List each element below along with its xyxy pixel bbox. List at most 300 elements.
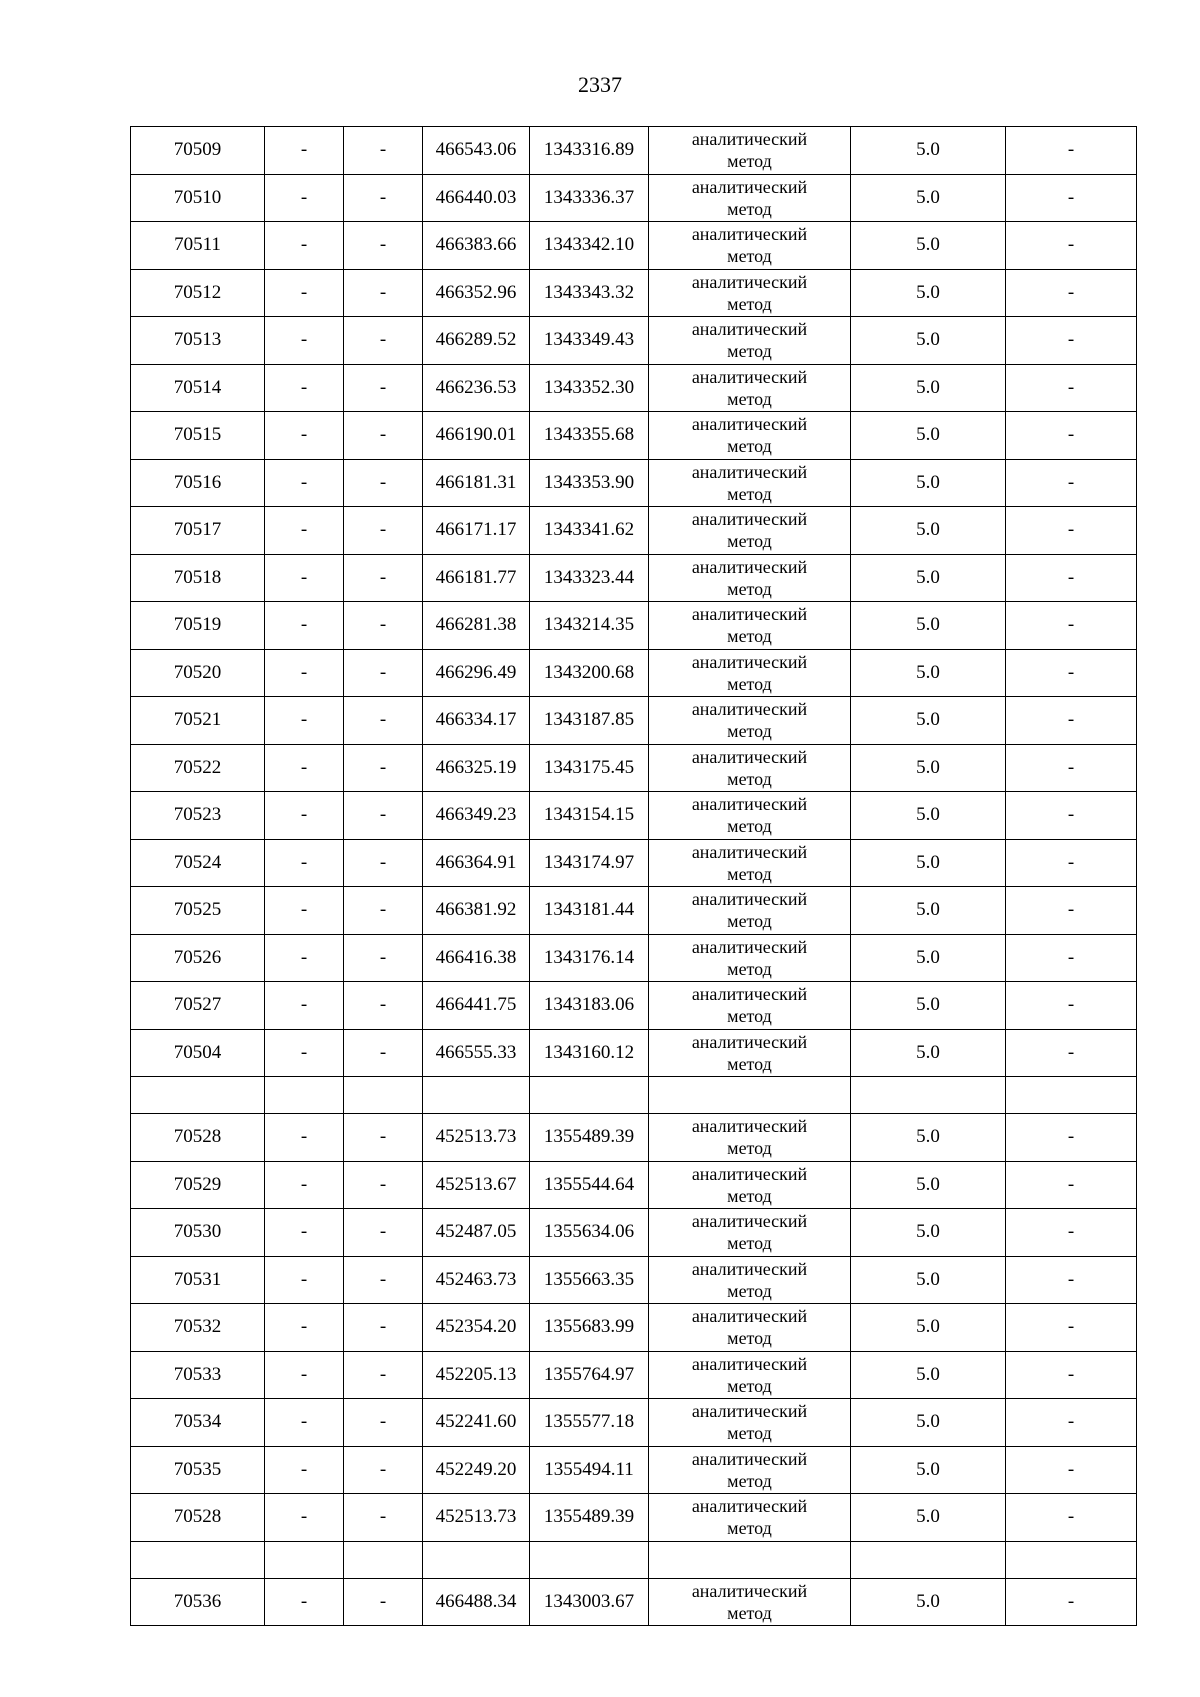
table-separator-row [131,1077,1137,1114]
table-row [131,554,1137,602]
y-coordinate-cell: 1343355.68 [530,412,649,460]
dash-cell: - [265,1209,344,1257]
table-body [131,127,1137,1626]
dash-cell: - [344,459,423,507]
method-line-1: аналитический [691,1353,808,1374]
method-cell [649,554,851,602]
y-coordinate-cell: 1355764.97 [530,1351,649,1399]
dash-cell: - [344,934,423,982]
dash-cell: - [344,412,423,460]
dash-cell: - [265,459,344,507]
dash-cell: - [265,1114,344,1162]
dash-cell: - [1006,1399,1137,1447]
dash-cell: - [265,1399,344,1447]
method-line-1: аналитический [691,1163,808,1184]
empty-cell [423,1541,530,1578]
empty-cell [423,1077,530,1114]
method-line-1: аналитический [691,1211,808,1232]
method-line-1: аналитический [691,556,808,577]
x-coordinate-cell: 466352.96 [423,269,530,317]
dash-cell: - [1006,127,1137,175]
point-id-cell: 70515 [131,412,265,460]
point-id-cell: 70536 [131,1578,265,1626]
dash-cell: - [265,602,344,650]
point-id-cell: 70529 [131,1161,265,1209]
dash-cell: - [1006,1114,1137,1162]
dash-cell: - [344,222,423,270]
method-line-2: метод [727,388,772,409]
empty-cell [131,1541,265,1578]
table-row [131,1351,1137,1399]
accuracy-cell: 5.0 [851,507,1006,555]
point-id-cell: 70524 [131,839,265,887]
dash-cell: - [1006,934,1137,982]
table-row [131,839,1137,887]
dash-cell: - [1006,1304,1137,1352]
dash-cell: - [1006,1351,1137,1399]
accuracy-cell: 5.0 [851,127,1006,175]
accuracy-cell: 5.0 [851,364,1006,412]
point-id-cell: 70527 [131,982,265,1030]
table-row [131,1446,1137,1494]
dash-cell: - [1006,317,1137,365]
point-id-cell: 70521 [131,697,265,745]
method-line-1: аналитический [691,366,808,387]
dash-cell: - [344,982,423,1030]
empty-cell [265,1541,344,1578]
empty-cell [851,1541,1006,1578]
method-line-1: аналитический [691,1496,808,1517]
method-cell [649,269,851,317]
method-line-2: метод [727,721,772,742]
method-line-2: метод [727,863,772,884]
dash-cell: - [344,174,423,222]
dash-cell: - [1006,887,1137,935]
table-row [131,1029,1137,1077]
table-row [131,792,1137,840]
method-cell [649,412,851,460]
y-coordinate-cell: 1343181.44 [530,887,649,935]
dash-cell: - [1006,1494,1137,1542]
accuracy-cell: 5.0 [851,1209,1006,1257]
method-line-1: аналитический [691,1448,808,1469]
method-cell [649,1494,851,1542]
method-line-2: метод [727,673,772,694]
dash-cell: - [1006,982,1137,1030]
method-cell [649,792,851,840]
dash-cell: - [265,1304,344,1352]
x-coordinate-cell: 466416.38 [423,934,530,982]
method-cell [649,649,851,697]
method-line-1: аналитический [691,129,808,150]
method-cell [649,1209,851,1257]
method-line-2: метод [727,1233,772,1254]
x-coordinate-cell: 466441.75 [423,982,530,1030]
method-line-2: метод [727,1053,772,1074]
method-cell [649,1446,851,1494]
point-id-cell: 70531 [131,1256,265,1304]
method-line-1: аналитический [691,461,808,482]
dash-cell: - [344,554,423,602]
dash-cell: - [265,934,344,982]
dash-cell: - [1006,222,1137,270]
method-cell [649,364,851,412]
x-coordinate-cell: 466381.92 [423,887,530,935]
y-coordinate-cell: 1343200.68 [530,649,649,697]
method-line-2: метод [727,1375,772,1396]
table-row [131,649,1137,697]
method-line-2: метод [727,1423,772,1444]
accuracy-cell: 5.0 [851,269,1006,317]
y-coordinate-cell: 1355663.35 [530,1256,649,1304]
dash-cell: - [265,887,344,935]
x-coordinate-cell: 466236.53 [423,364,530,412]
dash-cell: - [344,1114,423,1162]
method-line-1: аналитический [691,604,808,625]
y-coordinate-cell: 1343174.97 [530,839,649,887]
empty-cell [530,1077,649,1114]
method-cell [649,1256,851,1304]
dash-cell: - [265,127,344,175]
point-id-cell: 70512 [131,269,265,317]
y-coordinate-cell: 1355544.64 [530,1161,649,1209]
x-coordinate-cell: 466181.77 [423,554,530,602]
method-line-2: метод [727,1602,772,1623]
empty-cell [265,1077,344,1114]
table-row [131,1256,1137,1304]
dash-cell: - [265,1446,344,1494]
dash-cell: - [265,1578,344,1626]
method-cell [649,1161,851,1209]
table-row [131,1578,1137,1626]
method-cell [649,1399,851,1447]
dash-cell: - [265,982,344,1030]
point-id-cell: 70522 [131,744,265,792]
dash-cell: - [265,697,344,745]
dash-cell: - [265,554,344,602]
table-row [131,317,1137,365]
table-row [131,1114,1137,1162]
accuracy-cell: 5.0 [851,317,1006,365]
method-cell [649,1029,851,1077]
method-line-2: метод [727,626,772,647]
x-coordinate-cell: 466171.17 [423,507,530,555]
x-coordinate-cell: 466334.17 [423,697,530,745]
dash-cell: - [265,507,344,555]
method-cell [649,744,851,792]
method-cell [649,602,851,650]
method-line-2: метод [727,578,772,599]
x-coordinate-cell: 466364.91 [423,839,530,887]
table-row [131,982,1137,1030]
method-line-2: метод [727,1470,772,1491]
x-coordinate-cell: 452463.73 [423,1256,530,1304]
method-line-1: аналитический [691,841,808,862]
x-coordinate-cell: 466488.34 [423,1578,530,1626]
table-row [131,1304,1137,1352]
accuracy-cell: 5.0 [851,222,1006,270]
point-id-cell: 70535 [131,1446,265,1494]
dash-cell: - [265,317,344,365]
accuracy-cell: 5.0 [851,1494,1006,1542]
y-coordinate-cell: 1343341.62 [530,507,649,555]
y-coordinate-cell: 1355489.39 [530,1494,649,1542]
table-row [131,459,1137,507]
point-id-cell: 70510 [131,174,265,222]
table-row [131,507,1137,555]
method-line-1: аналитический [691,794,808,815]
method-line-2: метод [727,436,772,457]
x-coordinate-cell: 466349.23 [423,792,530,840]
method-line-1: аналитический [691,1306,808,1327]
accuracy-cell: 5.0 [851,792,1006,840]
point-id-cell: 70516 [131,459,265,507]
table-row [131,412,1137,460]
x-coordinate-cell: 466190.01 [423,412,530,460]
x-coordinate-cell: 452205.13 [423,1351,530,1399]
accuracy-cell: 5.0 [851,839,1006,887]
method-cell [649,697,851,745]
dash-cell: - [344,839,423,887]
x-coordinate-cell: 452354.20 [423,1304,530,1352]
method-cell [649,222,851,270]
y-coordinate-cell: 1355634.06 [530,1209,649,1257]
dash-cell: - [344,1029,423,1077]
y-coordinate-cell: 1343175.45 [530,744,649,792]
point-id-cell: 70528 [131,1494,265,1542]
y-coordinate-cell: 1343342.10 [530,222,649,270]
dash-cell: - [344,1446,423,1494]
point-id-cell: 70511 [131,222,265,270]
dash-cell: - [1006,1161,1137,1209]
empty-cell [649,1077,851,1114]
dash-cell: - [344,1209,423,1257]
dash-cell: - [265,364,344,412]
method-line-2: метод [727,341,772,362]
y-coordinate-cell: 1343160.12 [530,1029,649,1077]
dash-cell: - [1006,1029,1137,1077]
y-coordinate-cell: 1343003.67 [530,1578,649,1626]
table-separator-row [131,1541,1137,1578]
dash-cell: - [344,1161,423,1209]
method-line-1: аналитический [691,1401,808,1422]
point-id-cell: 70523 [131,792,265,840]
y-coordinate-cell: 1343187.85 [530,697,649,745]
method-line-1: аналитический [691,271,808,292]
dash-cell: - [265,269,344,317]
table-row [131,222,1137,270]
method-cell [649,317,851,365]
dash-cell: - [1006,839,1137,887]
point-id-cell: 70530 [131,1209,265,1257]
dash-cell: - [1006,507,1137,555]
dash-cell: - [265,1494,344,1542]
method-line-1: аналитический [691,699,808,720]
dash-cell: - [344,649,423,697]
table-row [131,1209,1137,1257]
table-row [131,1161,1137,1209]
table-row [131,744,1137,792]
y-coordinate-cell: 1355494.11 [530,1446,649,1494]
accuracy-cell: 5.0 [851,459,1006,507]
table-row [131,697,1137,745]
point-id-cell: 70526 [131,934,265,982]
method-line-1: аналитический [691,509,808,530]
point-id-cell: 70525 [131,887,265,935]
dash-cell: - [344,317,423,365]
dash-cell: - [1006,744,1137,792]
accuracy-cell: 5.0 [851,1256,1006,1304]
dash-cell: - [1006,364,1137,412]
table-row [131,602,1137,650]
dash-cell: - [1006,174,1137,222]
y-coordinate-cell: 1343336.37 [530,174,649,222]
point-id-cell: 70517 [131,507,265,555]
method-line-2: метод [727,293,772,314]
empty-cell [131,1077,265,1114]
accuracy-cell: 5.0 [851,1114,1006,1162]
x-coordinate-cell: 452241.60 [423,1399,530,1447]
dash-cell: - [1006,1446,1137,1494]
method-line-1: аналитический [691,1580,808,1601]
method-line-1: аналитический [691,889,808,910]
accuracy-cell: 5.0 [851,554,1006,602]
method-line-2: метод [727,531,772,552]
dash-cell: - [344,697,423,745]
x-coordinate-cell: 452513.73 [423,1114,530,1162]
empty-cell [649,1541,851,1578]
method-line-2: метод [727,198,772,219]
page-number: 2337 [578,72,622,97]
method-line-1: аналитический [691,319,808,340]
dash-cell: - [344,602,423,650]
method-cell [649,839,851,887]
method-line-1: аналитический [691,746,808,767]
accuracy-cell: 5.0 [851,602,1006,650]
y-coordinate-cell: 1343154.15 [530,792,649,840]
x-coordinate-cell: 452513.67 [423,1161,530,1209]
method-line-1: аналитический [691,936,808,957]
x-coordinate-cell: 466325.19 [423,744,530,792]
dash-cell: - [1006,554,1137,602]
empty-cell [1006,1077,1137,1114]
y-coordinate-cell: 1343343.32 [530,269,649,317]
dash-cell: - [344,269,423,317]
point-id-cell: 70514 [131,364,265,412]
x-coordinate-cell: 466281.38 [423,602,530,650]
method-line-2: метод [727,768,772,789]
point-id-cell: 70519 [131,602,265,650]
dash-cell: - [1006,412,1137,460]
method-line-2: метод [727,151,772,172]
method-line-1: аналитический [691,224,808,245]
dash-cell: - [344,507,423,555]
x-coordinate-cell: 466181.31 [423,459,530,507]
table-row [131,934,1137,982]
dash-cell: - [1006,459,1137,507]
method-line-2: метод [727,1328,772,1349]
x-coordinate-cell: 466543.06 [423,127,530,175]
accuracy-cell: 5.0 [851,1351,1006,1399]
method-line-2: метод [727,1185,772,1206]
y-coordinate-cell: 1343353.90 [530,459,649,507]
accuracy-cell: 5.0 [851,1029,1006,1077]
dash-cell: - [265,174,344,222]
empty-cell [530,1541,649,1578]
method-line-1: аналитический [691,1116,808,1137]
dash-cell: - [344,127,423,175]
method-line-2: метод [727,1518,772,1539]
method-line-2: метод [727,483,772,504]
accuracy-cell: 5.0 [851,982,1006,1030]
table-row [131,269,1137,317]
table-row [131,174,1137,222]
dash-cell: - [344,744,423,792]
point-id-cell: 70534 [131,1399,265,1447]
dash-cell: - [265,1256,344,1304]
y-coordinate-cell: 1343349.43 [530,317,649,365]
method-line-2: метод [727,816,772,837]
table-row [131,887,1137,935]
dash-cell: - [1006,792,1137,840]
x-coordinate-cell: 466383.66 [423,222,530,270]
method-cell [649,174,851,222]
point-id-cell: 70520 [131,649,265,697]
dash-cell: - [1006,649,1137,697]
method-cell [649,459,851,507]
table-row [131,127,1137,175]
method-cell [649,1351,851,1399]
dash-cell: - [344,1399,423,1447]
point-id-cell: 70509 [131,127,265,175]
y-coordinate-cell: 1355489.39 [530,1114,649,1162]
dash-cell: - [265,1029,344,1077]
dash-cell: - [1006,1578,1137,1626]
dash-cell: - [1006,1209,1137,1257]
x-coordinate-cell: 452513.73 [423,1494,530,1542]
point-id-cell: 70504 [131,1029,265,1077]
method-cell [649,1114,851,1162]
accuracy-cell: 5.0 [851,697,1006,745]
accuracy-cell: 5.0 [851,1304,1006,1352]
method-cell [649,1304,851,1352]
y-coordinate-cell: 1343323.44 [530,554,649,602]
dash-cell: - [265,222,344,270]
dash-cell: - [344,1578,423,1626]
dash-cell: - [344,364,423,412]
x-coordinate-cell: 466296.49 [423,649,530,697]
dash-cell: - [1006,602,1137,650]
method-line-1: аналитический [691,651,808,672]
point-id-cell: 70532 [131,1304,265,1352]
dash-cell: - [265,744,344,792]
table-row [131,364,1137,412]
y-coordinate-cell: 1343214.35 [530,602,649,650]
dash-cell: - [1006,1256,1137,1304]
point-id-cell: 70513 [131,317,265,365]
point-id-cell: 70528 [131,1114,265,1162]
dash-cell: - [1006,269,1137,317]
y-coordinate-cell: 1343176.14 [530,934,649,982]
x-coordinate-cell: 466440.03 [423,174,530,222]
method-line-1: аналитический [691,176,808,197]
x-coordinate-cell: 452249.20 [423,1446,530,1494]
dash-cell: - [344,1494,423,1542]
method-line-1: аналитический [691,984,808,1005]
x-coordinate-cell: 466555.33 [423,1029,530,1077]
method-line-2: метод [727,1138,772,1159]
accuracy-cell: 5.0 [851,744,1006,792]
